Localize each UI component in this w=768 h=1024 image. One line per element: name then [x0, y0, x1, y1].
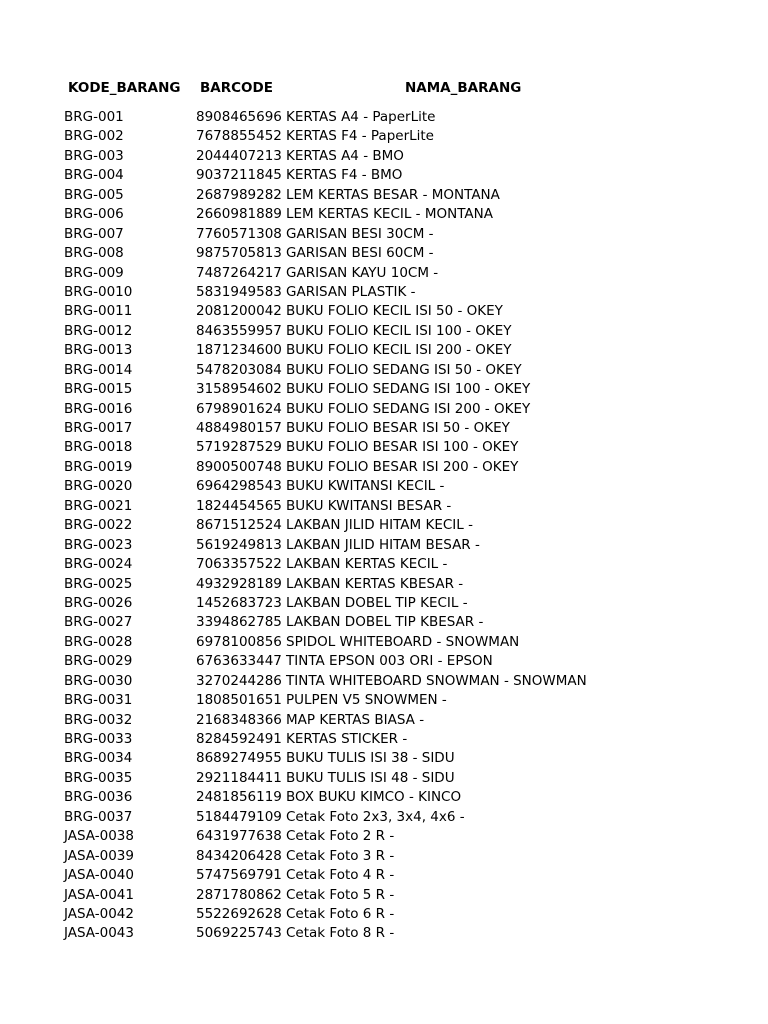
- cell-barcode: 1871234600: [196, 342, 282, 359]
- table-row: [0, 827, 768, 846]
- cell-barcode: 8463559957: [196, 322, 282, 339]
- cell-kode-barang: JASA-0040: [64, 867, 134, 884]
- table-row: [0, 438, 768, 457]
- cell-kode-barang: BRG-0016: [64, 400, 133, 417]
- cell-kode-barang: BRG-0023: [64, 536, 133, 553]
- cell-kode-barang: BRG-0017: [64, 420, 133, 436]
- cell-kode-barang: BRG-0037: [64, 808, 133, 825]
- cell-barcode: 1824454565: [196, 497, 282, 514]
- cell-kode-barang: BRG-0035: [64, 769, 133, 786]
- cell-kode-barang: JASA-0042: [64, 905, 134, 922]
- cell-barcode: 5831949583: [196, 283, 282, 300]
- cell-kode-barang: BRG-0027: [64, 614, 133, 631]
- cell-nama-barang: Cetak Foto 5 R -: [286, 886, 395, 903]
- table-row: [0, 594, 768, 613]
- cell-nama-barang: BUKU FOLIO SEDANG ISI 100 - OKEY: [286, 381, 531, 398]
- cell-kode-barang: BRG-008: [64, 245, 124, 262]
- cell-kode-barang: BRG-0025: [64, 575, 133, 592]
- table-row: [0, 400, 768, 419]
- cell-barcode: 5719287529: [196, 439, 282, 456]
- cell-kode-barang: BRG-002: [64, 128, 124, 145]
- table-row: [0, 633, 768, 652]
- cell-nama-barang: Cetak Foto 8 R -: [286, 925, 395, 942]
- table-body: [0, 108, 768, 944]
- table-row: [0, 555, 768, 574]
- cell-kode-barang: JASA-0043: [64, 925, 134, 942]
- cell-barcode: 8284592491: [196, 731, 282, 747]
- table-row: [0, 225, 768, 244]
- cell-barcode: 1808501651: [196, 692, 282, 709]
- table-row: [0, 905, 768, 924]
- table-row: [0, 847, 768, 866]
- cell-nama-barang: LEM KERTAS KECIL - MONTANA: [286, 206, 493, 223]
- cell-nama-barang: LAKBAN DOBEL TIP KBESAR -: [286, 614, 484, 631]
- cell-barcode: 9037211845: [196, 167, 282, 184]
- cell-nama-barang: BUKU FOLIO BESAR ISI 200 - OKEY: [286, 458, 519, 475]
- table-row: [0, 419, 768, 438]
- cell-kode-barang: BRG-0036: [64, 789, 133, 806]
- cell-nama-barang: BUKU FOLIO SEDANG ISI 50 - OKEY: [286, 361, 522, 378]
- cell-nama-barang: KERTAS A4 - BMO: [286, 147, 404, 164]
- cell-kode-barang: BRG-0014: [64, 361, 133, 378]
- cell-kode-barang: JASA-0039: [64, 847, 134, 864]
- cell-barcode: 2044407213: [196, 147, 282, 164]
- cell-barcode: 3158954602: [196, 381, 282, 398]
- cell-nama-barang: LAKBAN JILID HITAM BESAR -: [286, 536, 480, 553]
- cell-kode-barang: BRG-0022: [64, 517, 133, 534]
- cell-kode-barang: JASA-0041: [64, 886, 134, 903]
- cell-nama-barang: PULPEN V5 SNOWMEN -: [286, 692, 447, 709]
- cell-kode-barang: BRG-0020: [64, 478, 133, 495]
- table-row: [0, 652, 768, 671]
- table-row: [0, 244, 768, 263]
- cell-kode-barang: BRG-0024: [64, 556, 133, 573]
- table-row: [0, 108, 768, 127]
- cell-barcode: 7487264217: [196, 264, 282, 281]
- table-row: [0, 477, 768, 496]
- cell-kode-barang: BRG-009: [64, 264, 124, 281]
- table-header: [0, 80, 768, 98]
- cell-barcode: 3270244286: [196, 672, 282, 689]
- table-row: [0, 866, 768, 885]
- cell-kode-barang: BRG-006: [64, 206, 124, 223]
- cell-nama-barang: LAKBAN JILID HITAM KECIL -: [286, 517, 473, 534]
- table-row: [0, 788, 768, 807]
- cell-kode-barang: BRG-0026: [64, 594, 133, 611]
- table-row: [0, 769, 768, 788]
- cell-nama-barang: Cetak Foto 2x3, 3x4, 4x6 -: [286, 808, 465, 825]
- cell-nama-barang: KERTAS F4 - BMO: [286, 167, 403, 184]
- table-row: [0, 380, 768, 399]
- table-row: [0, 886, 768, 905]
- cell-nama-barang: KERTAS F4 - PaperLite: [286, 128, 434, 145]
- table-row: [0, 458, 768, 477]
- cell-kode-barang: BRG-0010: [64, 283, 133, 300]
- cell-nama-barang: SPIDOL WHITEBOARD - SNOWMAN: [286, 633, 520, 650]
- cell-barcode: 7678855452: [196, 128, 282, 145]
- cell-barcode: 6798901624: [196, 400, 282, 417]
- table-row: [0, 205, 768, 224]
- table-row: [0, 691, 768, 710]
- cell-nama-barang: BUKU FOLIO KECIL ISI 100 - OKEY: [286, 322, 512, 339]
- cell-barcode: 5184479109: [196, 808, 282, 825]
- table-row: [0, 730, 768, 749]
- cell-kode-barang: BRG-005: [64, 186, 124, 203]
- table-row: [0, 711, 768, 730]
- table-row: [0, 516, 768, 535]
- cell-nama-barang: LAKBAN KERTAS KBESAR -: [286, 575, 464, 592]
- table-row: [0, 613, 768, 632]
- cell-kode-barang: BRG-0031: [64, 692, 133, 709]
- cell-barcode: 4932928189: [196, 575, 282, 592]
- cell-nama-barang: GARISAN BESI 60CM -: [286, 245, 434, 262]
- cell-kode-barang: JASA-0038: [64, 828, 134, 845]
- cell-nama-barang: LAKBAN DOBEL TIP KECIL -: [286, 594, 468, 611]
- cell-nama-barang: LAKBAN KERTAS KECIL -: [286, 556, 448, 573]
- cell-barcode: 5069225743: [196, 925, 282, 942]
- cell-nama-barang: BUKU FOLIO BESAR ISI 100 - OKEY: [286, 439, 519, 456]
- cell-kode-barang: BRG-0015: [64, 381, 133, 398]
- cell-barcode: 2481856119: [196, 789, 282, 806]
- cell-barcode: 2168348366: [196, 711, 282, 728]
- cell-nama-barang: MAP KERTAS BIASA -: [286, 711, 425, 728]
- cell-barcode: 4884980157: [196, 420, 282, 436]
- table-row: [0, 924, 768, 943]
- cell-kode-barang: BRG-0013: [64, 342, 133, 359]
- table-row: [0, 186, 768, 205]
- cell-kode-barang: BRG-0021: [64, 497, 133, 514]
- cell-kode-barang: BRG-0019: [64, 458, 133, 475]
- cell-nama-barang: BUKU TULIS ISI 48 - SIDU: [286, 769, 455, 786]
- cell-kode-barang: BRG-003: [64, 147, 124, 164]
- table-row: [0, 497, 768, 516]
- cell-barcode: 7760571308: [196, 225, 282, 242]
- cell-barcode: 2660981889: [196, 206, 282, 223]
- cell-barcode: 6431977638: [196, 828, 282, 845]
- cell-nama-barang: KERTAS STICKER -: [286, 731, 408, 747]
- cell-kode-barang: BRG-007: [64, 225, 124, 242]
- header-barcode: BARCODE: [200, 80, 273, 96]
- cell-kode-barang: BRG-0018: [64, 439, 133, 456]
- cell-nama-barang: BUKU KWITANSI BESAR -: [286, 497, 452, 514]
- cell-barcode: 8671512524: [196, 517, 282, 534]
- cell-barcode: 6763633447: [196, 653, 282, 670]
- cell-barcode: 1452683723: [196, 594, 282, 611]
- cell-nama-barang: BUKU FOLIO SEDANG ISI 200 - OKEY: [286, 400, 531, 417]
- cell-kode-barang: BRG-0030: [64, 672, 133, 689]
- cell-barcode: 2081200042: [196, 303, 282, 320]
- cell-nama-barang: BUKU FOLIO KECIL ISI 200 - OKEY: [286, 342, 512, 359]
- cell-nama-barang: TINTA EPSON 003 ORI - EPSON: [286, 653, 493, 670]
- cell-barcode: 8689274955: [196, 750, 282, 767]
- cell-barcode: 8900500748: [196, 458, 282, 475]
- table-row: [0, 166, 768, 185]
- table-row: [0, 283, 768, 302]
- cell-kode-barang: BRG-0034: [64, 750, 133, 767]
- header-nama-barang: NAMA_BARANG: [405, 80, 522, 96]
- table-row: [0, 127, 768, 146]
- cell-nama-barang: LEM KERTAS BESAR - MONTANA: [286, 186, 500, 203]
- header-kode-barang: KODE_BARANG: [68, 80, 181, 96]
- cell-nama-barang: BOX BUKU KIMCO - KINCO: [286, 789, 462, 806]
- cell-barcode: 5522692628: [196, 905, 282, 922]
- cell-kode-barang: BRG-0033: [64, 731, 133, 747]
- cell-kode-barang: BRG-004: [64, 167, 124, 184]
- cell-nama-barang: TINTA WHITEBOARD SNOWMAN - SNOWMAN: [286, 672, 587, 689]
- cell-nama-barang: Cetak Foto 6 R -: [286, 905, 395, 922]
- cell-barcode: 9875705813: [196, 245, 282, 262]
- table-row: [0, 341, 768, 360]
- table-row: [0, 147, 768, 166]
- cell-barcode: 3394862785: [196, 614, 282, 631]
- cell-nama-barang: BUKU FOLIO BESAR ISI 50 - OKEY: [286, 420, 510, 436]
- cell-nama-barang: GARISAN PLASTIK -: [286, 283, 416, 300]
- table-row: [0, 749, 768, 768]
- table-row: [0, 264, 768, 283]
- cell-nama-barang: BUKU TULIS ISI 38 - SIDU: [286, 750, 455, 767]
- cell-kode-barang: BRG-0032: [64, 711, 133, 728]
- table-row: [0, 672, 768, 691]
- table-row: [0, 808, 768, 827]
- table-row: [0, 322, 768, 341]
- cell-kode-barang: BRG-0029: [64, 653, 133, 670]
- cell-kode-barang: BRG-0011: [64, 303, 133, 320]
- cell-barcode: 6978100856: [196, 633, 282, 650]
- cell-nama-barang: GARISAN BESI 30CM -: [286, 225, 434, 242]
- cell-barcode: 5619249813: [196, 536, 282, 553]
- cell-nama-barang: BUKU FOLIO KECIL ISI 50 - OKEY: [286, 303, 503, 320]
- cell-nama-barang: Cetak Foto 3 R -: [286, 847, 395, 864]
- cell-kode-barang: BRG-0012: [64, 322, 133, 339]
- cell-kode-barang: BRG-0028: [64, 633, 133, 650]
- cell-barcode: 2687989282: [196, 186, 282, 203]
- cell-barcode: 8908465696: [196, 109, 282, 125]
- cell-barcode: 2871780862: [196, 886, 282, 903]
- table-row: [0, 536, 768, 555]
- cell-nama-barang: GARISAN KAYU 10CM -: [286, 264, 439, 281]
- cell-nama-barang: Cetak Foto 2 R -: [286, 828, 395, 845]
- table-row: [0, 302, 768, 321]
- cell-nama-barang: KERTAS A4 - PaperLite: [286, 109, 436, 125]
- cell-nama-barang: BUKU KWITANSI KECIL -: [286, 478, 445, 495]
- cell-barcode: 8434206428: [196, 847, 282, 864]
- cell-barcode: 6964298543: [196, 478, 282, 495]
- cell-kode-barang: BRG-001: [64, 109, 124, 125]
- table-row: [0, 361, 768, 380]
- cell-barcode: 5747569791: [196, 867, 282, 884]
- cell-barcode: 5478203084: [196, 361, 282, 378]
- cell-barcode: 7063357522: [196, 556, 282, 573]
- table-row: [0, 575, 768, 594]
- cell-barcode: 2921184411: [196, 769, 282, 786]
- cell-nama-barang: Cetak Foto 4 R -: [286, 867, 395, 884]
